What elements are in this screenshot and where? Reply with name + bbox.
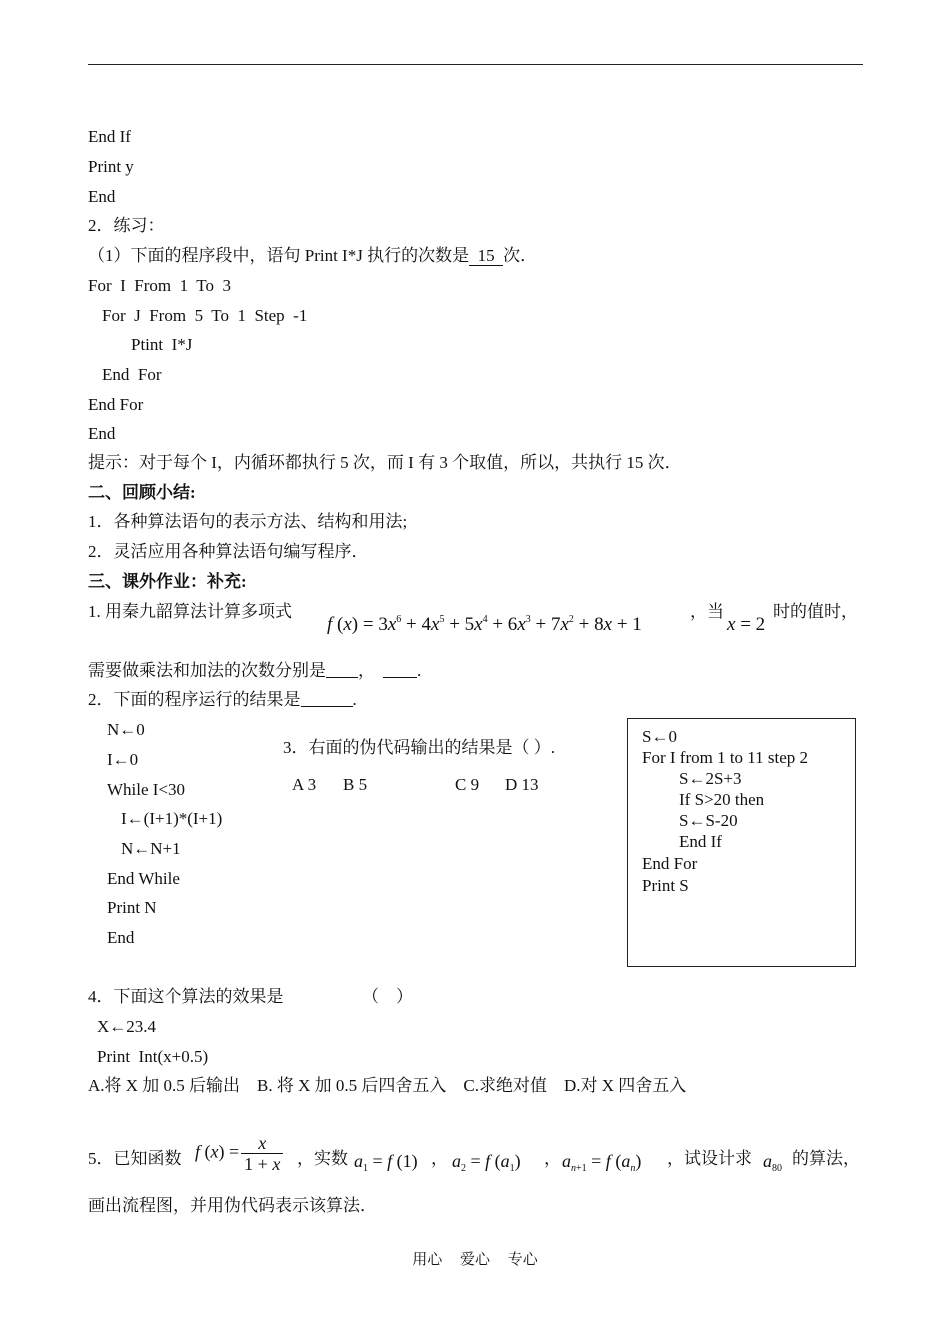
q3-option-c: C 9 bbox=[455, 775, 480, 794]
q4-code-line: Print Int(x+0.5) bbox=[97, 1047, 209, 1066]
q3-option-b: B 5 bbox=[343, 775, 368, 794]
review-item: 2．灵活应用各种算法语句编写程序． bbox=[88, 542, 369, 561]
box-code-line: If S>20 then bbox=[679, 790, 765, 809]
q2-code-line: I←0 bbox=[107, 750, 139, 769]
code-end: End bbox=[88, 187, 116, 206]
q2-code-line: End While bbox=[107, 869, 180, 888]
q2-code-line: Print N bbox=[107, 898, 157, 917]
hw-q1-cond: x = 2 bbox=[727, 614, 766, 635]
q2-code-line: I←(I+1)*(I+1) bbox=[121, 809, 223, 828]
hw-q1-suffix: 时的值时， bbox=[773, 602, 858, 621]
code-line: For I From 1 To 3 bbox=[88, 276, 232, 295]
hw-q5-t1: ，实数 bbox=[297, 1149, 348, 1168]
box-code-line: End For bbox=[642, 854, 698, 873]
code-line: End For bbox=[102, 365, 162, 384]
page-footer: 用心 爱心 专心 bbox=[412, 1252, 538, 1268]
hw-q5-line2: 画出流程图，并用伪代码表示该算法． bbox=[88, 1196, 377, 1215]
q2-code-line: N←0 bbox=[107, 720, 145, 739]
q1-answer: 15 bbox=[469, 246, 504, 265]
hw-q5-sep: ， bbox=[431, 1149, 448, 1168]
hw-q5-t2: ，试设计求 bbox=[667, 1149, 752, 1168]
hw-q4-text: 4．下面这个算法的效果是 bbox=[88, 987, 284, 1006]
q3-option-a: A 3 bbox=[292, 775, 317, 794]
hw-q4-paren: （ ） bbox=[362, 987, 413, 1006]
homework-heading: 三、课外作业：补充: bbox=[88, 572, 247, 591]
hw-q5-sep: ， bbox=[544, 1149, 561, 1168]
hw-q1-line2: 需要做乘法和加法的次数分别是 ， . bbox=[88, 661, 422, 680]
q1-text-after: 次． bbox=[503, 246, 538, 265]
q4-code-line: X←23.4 bbox=[97, 1017, 157, 1036]
hw-q3-text: 3．右面的伪代码输出的结果是（ ）. bbox=[283, 738, 555, 757]
hw-q5-a2: $a_2 = f$ $(a_1)$ bbox=[452, 1151, 521, 1174]
hw-q5-a80: $a_{80}$ bbox=[763, 1151, 782, 1174]
hw-q5-prefix: 5．已知函数 bbox=[88, 1149, 182, 1168]
code-line: Ptint I*J bbox=[131, 335, 193, 354]
q2-code-line: While I<30 bbox=[107, 780, 186, 799]
code-line: End For bbox=[88, 395, 144, 414]
review-item: 1．各种算法语句的表示方法、结构和用法; bbox=[88, 512, 408, 531]
q3-option-d: D 13 bbox=[505, 775, 539, 794]
hw-q5-t3: 的算法， bbox=[792, 1149, 860, 1168]
box-code-line: S←2S+3 bbox=[679, 769, 742, 788]
q2-code-line: N←N+1 bbox=[121, 839, 181, 858]
code-line: End bbox=[88, 424, 116, 443]
practice-hint: 提示：对于每个 I，内循环都执行 5 次，而 I 有 3 个取值，所以，共执行 15 次． bbox=[88, 453, 682, 472]
code-line: For J From 5 To 1 Step -1 bbox=[102, 306, 308, 325]
code-print-y: Print y bbox=[88, 157, 134, 176]
answer-blank bbox=[301, 692, 353, 707]
hw-q1-mid: ，当 bbox=[690, 602, 724, 621]
hw-q1-formula: f $(x) = 3x^6 + 4x^5 + 5x^4 + 6x^3 + 7x^2 + 8x + 1$ bbox=[327, 614, 642, 635]
box-code-line: Print S bbox=[642, 876, 689, 895]
practice-heading: 2．练习： bbox=[88, 216, 165, 235]
hw-q1-prefix: 1. 用秦九韶算法计算多项式 bbox=[88, 602, 292, 621]
review-heading: 二、回顾小结: bbox=[88, 483, 196, 502]
hw-q5-a1: $a_1 = f$ (1) bbox=[354, 1151, 418, 1174]
answer-blank bbox=[383, 663, 417, 678]
box-code-line: S←0 bbox=[642, 727, 677, 746]
hw-q4-options: A.将 X 加 0.5 后输出 B. 将 X 加 0.5 后四舍五入 C.求绝对值 D.对 X 四舍五入 bbox=[88, 1076, 687, 1095]
box-code-line: For I from 1 to 11 step 2 bbox=[642, 748, 809, 767]
pseudocode-box bbox=[627, 718, 856, 967]
practice-q1 bbox=[88, 245, 537, 267]
code-end-if: End If bbox=[88, 127, 131, 146]
answer-blank bbox=[326, 663, 358, 678]
box-code-line: S←S-20 bbox=[679, 811, 738, 830]
q1-text-before: （1）下面的程序段中，语句 Print I*J 执行的次数是 bbox=[88, 246, 470, 265]
hw-q2-text: 2．下面的程序运行的结果是 . bbox=[88, 690, 357, 709]
hw-q5-function: f (x) = $\frac{x}{1 + x}$ bbox=[195, 1133, 285, 1174]
header-rule bbox=[88, 64, 863, 65]
hw-q5-an: $a_{n+1} = f$ $(a_n)$ bbox=[562, 1151, 642, 1174]
q2-code-line: End bbox=[107, 928, 135, 947]
box-code-line: End If bbox=[679, 832, 722, 851]
